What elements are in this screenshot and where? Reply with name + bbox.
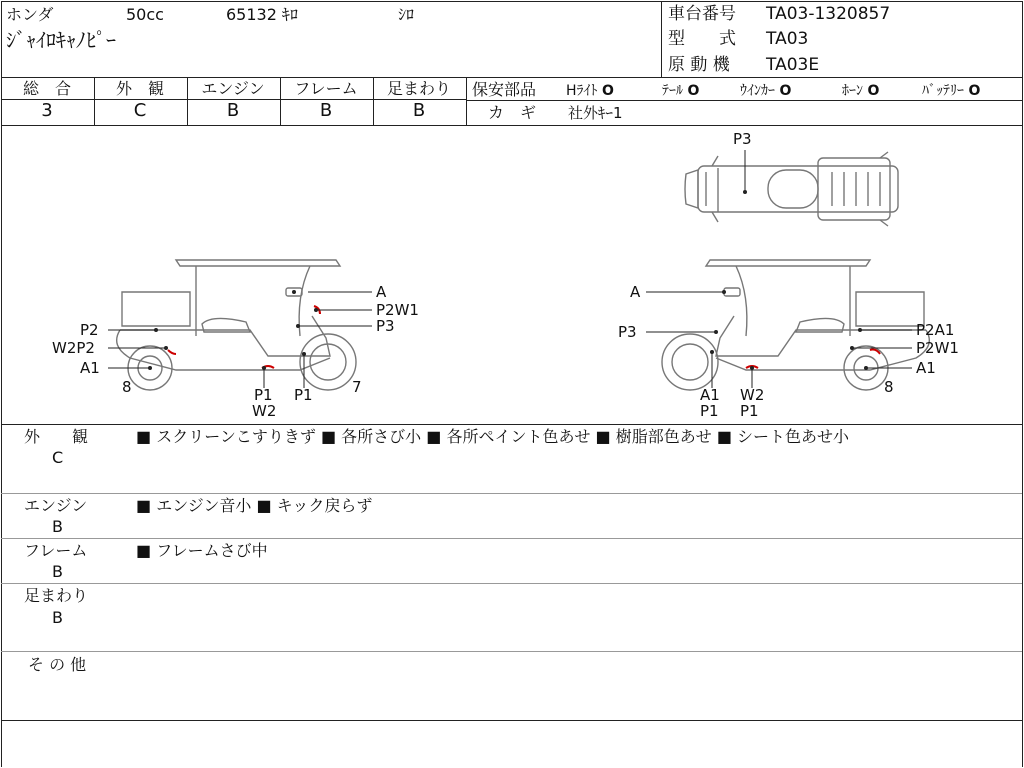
right-label-p1a: P1 — [700, 402, 719, 420]
right-label-p2a1: P2A1 — [916, 321, 955, 339]
right-label-a: A — [630, 283, 641, 301]
left-label-a: A — [376, 283, 387, 301]
divider — [1, 77, 1022, 78]
overall-grade: 3 — [41, 100, 53, 121]
right-label-a1b: A1 — [700, 386, 720, 404]
top-label: P3 — [733, 130, 752, 148]
left-label-a1: A1 — [80, 359, 100, 377]
suspension-grade-label: 足まわり — [386, 79, 451, 98]
suspension-grade: B — [412, 100, 426, 121]
engine-section-grade: B — [52, 517, 63, 536]
left-label-7: 7 — [352, 378, 362, 396]
color: ｼﾛ — [398, 5, 415, 24]
right-label-p3: P3 — [618, 323, 637, 341]
safety-parts-label: 保安部品 — [472, 80, 537, 99]
safety-item-battery: ﾊﾞｯﾃﾘｰ O — [922, 83, 981, 99]
type-value: TA03 — [766, 29, 809, 49]
divider — [1, 538, 1022, 539]
left-label-p3: P3 — [376, 317, 395, 335]
exterior-section-label: 外 観 — [24, 427, 89, 446]
exterior-label: 外 観 — [115, 79, 164, 98]
safety-item-tail: ﾃｰﾙ O — [662, 83, 700, 99]
right-view-scooter — [662, 260, 929, 390]
frame-remarks: ■ フレームさび中 — [136, 541, 268, 560]
left-view-scooter — [117, 260, 356, 390]
exterior-remarks: ■ スクリーンこすりきず ■ 各所さび小 ■ 各所ペイント色あせ ■ 樹脂部色あせ ■ シート色あせ小 — [136, 427, 850, 446]
divider — [1, 424, 1022, 425]
exterior-section-grade: C — [52, 448, 64, 467]
left-label-w2: W2 — [252, 402, 277, 420]
other-section-label: そ の 他 — [28, 655, 87, 674]
left-label-p2: P2 — [80, 321, 99, 339]
safety-item-headlight: Hﾗｲﾄ O — [566, 83, 614, 99]
key-label: カ ギ — [488, 103, 537, 122]
divider — [1, 651, 1022, 652]
divider — [1, 493, 1022, 494]
engine-model-label: 原 動 機 — [668, 55, 730, 75]
divider — [1, 720, 1022, 721]
overall-label: 総 合 — [22, 79, 71, 98]
frame-no-label: 車台番号 — [668, 4, 736, 24]
right-label-8: 8 — [884, 378, 894, 396]
frame-section-label: フレーム — [24, 541, 88, 560]
displacement: 50cc — [126, 5, 164, 24]
type-label: 型 式 — [668, 29, 736, 49]
left-label-8: 8 — [122, 378, 132, 396]
scooter-diagram — [0, 126, 1024, 424]
divider — [1, 583, 1022, 584]
engine-remarks: ■ エンジン音小 ■ キック戻らず — [136, 496, 373, 515]
engine-section-label: エンジン — [24, 496, 88, 515]
engine-grade-label: エンジン — [201, 79, 265, 98]
right-label-a1: A1 — [916, 359, 936, 377]
left-label-p1a: P1 — [254, 386, 273, 404]
maker: ホンダ — [6, 5, 54, 24]
model-name: ｼﾞｬｲﾛｷｬﾉﾋﾟｰ — [6, 28, 116, 52]
engine-grade: B — [226, 100, 240, 121]
engine-model: TA03E — [766, 55, 820, 75]
left-label-w2p2: W2P2 — [52, 339, 95, 357]
exterior-grade: C — [133, 100, 147, 121]
safety-item-horn: ﾎｰﾝ O — [842, 83, 880, 99]
left-label-p2w1: P2W1 — [376, 301, 419, 319]
mileage: 65132 ｷﾛ — [226, 5, 298, 24]
suspension-section-grade: B — [52, 608, 63, 627]
frame-grade-label: フレーム — [294, 79, 358, 98]
suspension-section-label: 足まわり — [24, 586, 89, 605]
right-label-p1b: P1 — [740, 402, 759, 420]
key-value: 社外ｷｰ1 — [568, 104, 623, 122]
right-label-p2w1: P2W1 — [916, 339, 959, 357]
frame-section-grade: B — [52, 562, 63, 581]
safety-item-winker: ｳｲﾝｶｰ O — [740, 83, 792, 99]
left-label-p1b: P1 — [294, 386, 313, 404]
frame-grade: B — [319, 100, 333, 121]
right-label-w2: W2 — [740, 386, 765, 404]
frame-no: TA03-1320857 — [766, 4, 891, 24]
top-view-scooter — [685, 152, 898, 226]
header-divider — [661, 1, 662, 77]
